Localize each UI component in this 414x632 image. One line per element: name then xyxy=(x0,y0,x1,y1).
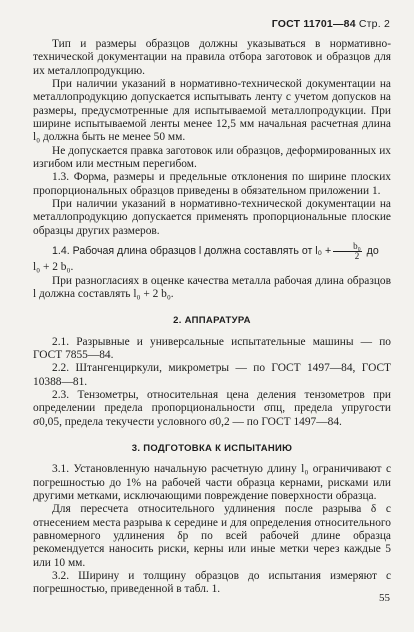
page-number: 55 xyxy=(379,592,390,604)
clause-1-4 xyxy=(33,242,391,261)
paragraph: При наличии указаний в нормативно-технической документации на металлопродукцию допускается применять пропорциональные плоские образцы других размеров. xyxy=(33,198,391,237)
paragraph: Для пересчета относительного удлинения после разрыва δ с отнесением места разрыва к середине и для определения относительного равномерного удлинения δр по всей рабочей длине образца рекомендуется наносить риски, керны или иные метки через каждые 5 или 10 мм. xyxy=(33,503,391,569)
paragraph: 2.3. Тензометры, относительная цена деления тензометров при определении предела пропорциональности σпц, предела упругости σ0,05, предела текучести условного σ0,2 — по ГОСТ 1497—84. xyxy=(33,388,391,428)
paragraph: 2.1. Разрывные и универсальные испытательные машины — по ГОСТ 7855—84. xyxy=(33,335,391,361)
standard-number: ГОСТ 11701—84 xyxy=(271,18,356,30)
fraction-numerator: b₀ xyxy=(333,242,362,252)
fraction-denominator: 2 xyxy=(354,251,360,262)
paragraph: Не допускается правка заготовок или образцов, деформированных их изгибом или местным перегибом. xyxy=(33,144,391,171)
fraction xyxy=(333,242,362,261)
document-body xyxy=(33,38,391,597)
paragraph: При разногласиях в оценке качества металла рабочая длина образцов l должна составлять l₀ + 2 b₀. xyxy=(33,274,391,300)
section-title-preparation: 3. ПОДГОТОВКА К ИСПЫТАНИЮ xyxy=(131,442,293,454)
paragraph: 1.3. Форма, размеры и предельные отклонения по ширине плоских пропорциональных образцов приведены в обязательном приложении 1. xyxy=(33,171,391,197)
paragraph: Тип и размеры образцов должны указываться в нормативно-технической документации на правила отбора заготовок и образцов для их металлопродукцию. xyxy=(33,38,391,77)
paragraph: 2.2. Штангенциркули, микрометры — по ГОСТ 1497—84, ГОСТ 10388—81. xyxy=(33,362,391,388)
paragraph: При наличии указаний в нормативно-технической документации на металлопродукцию допускается испытывать ленту с учетом допусков на размеры, предусмотренные для испытываемой металлопродукции. При ширине испытываемой ленты менее 12,5 мм начальная расчетная длина l₀ должна быть не менее 50 мм. xyxy=(33,78,391,144)
page-label: Стр. 2 xyxy=(358,18,390,30)
page-header xyxy=(272,18,390,30)
clause-1-4-tail: до xyxy=(366,245,379,258)
paragraph: 3.2. Ширину и толщину образцов до испытания измеряют с погрешностью, приведенной в табл. 1. xyxy=(33,570,391,596)
paragraph: 3.1. Установленную начальную расчетную длину l₀ ограничивают с погрешностью до 1% на рабочей части образца кернами, рисками или другими метками, исключающими повреждение поверхности образца. xyxy=(33,463,391,502)
clause-1-4-line2: l₀ + 2 b₀. xyxy=(33,261,74,274)
section-title-equipment: 2. АППАРАТУРА xyxy=(173,315,251,327)
clause-1-4-text: 1.4. Рабочая длина образцов l должна составлять от l₀ + xyxy=(52,245,332,258)
